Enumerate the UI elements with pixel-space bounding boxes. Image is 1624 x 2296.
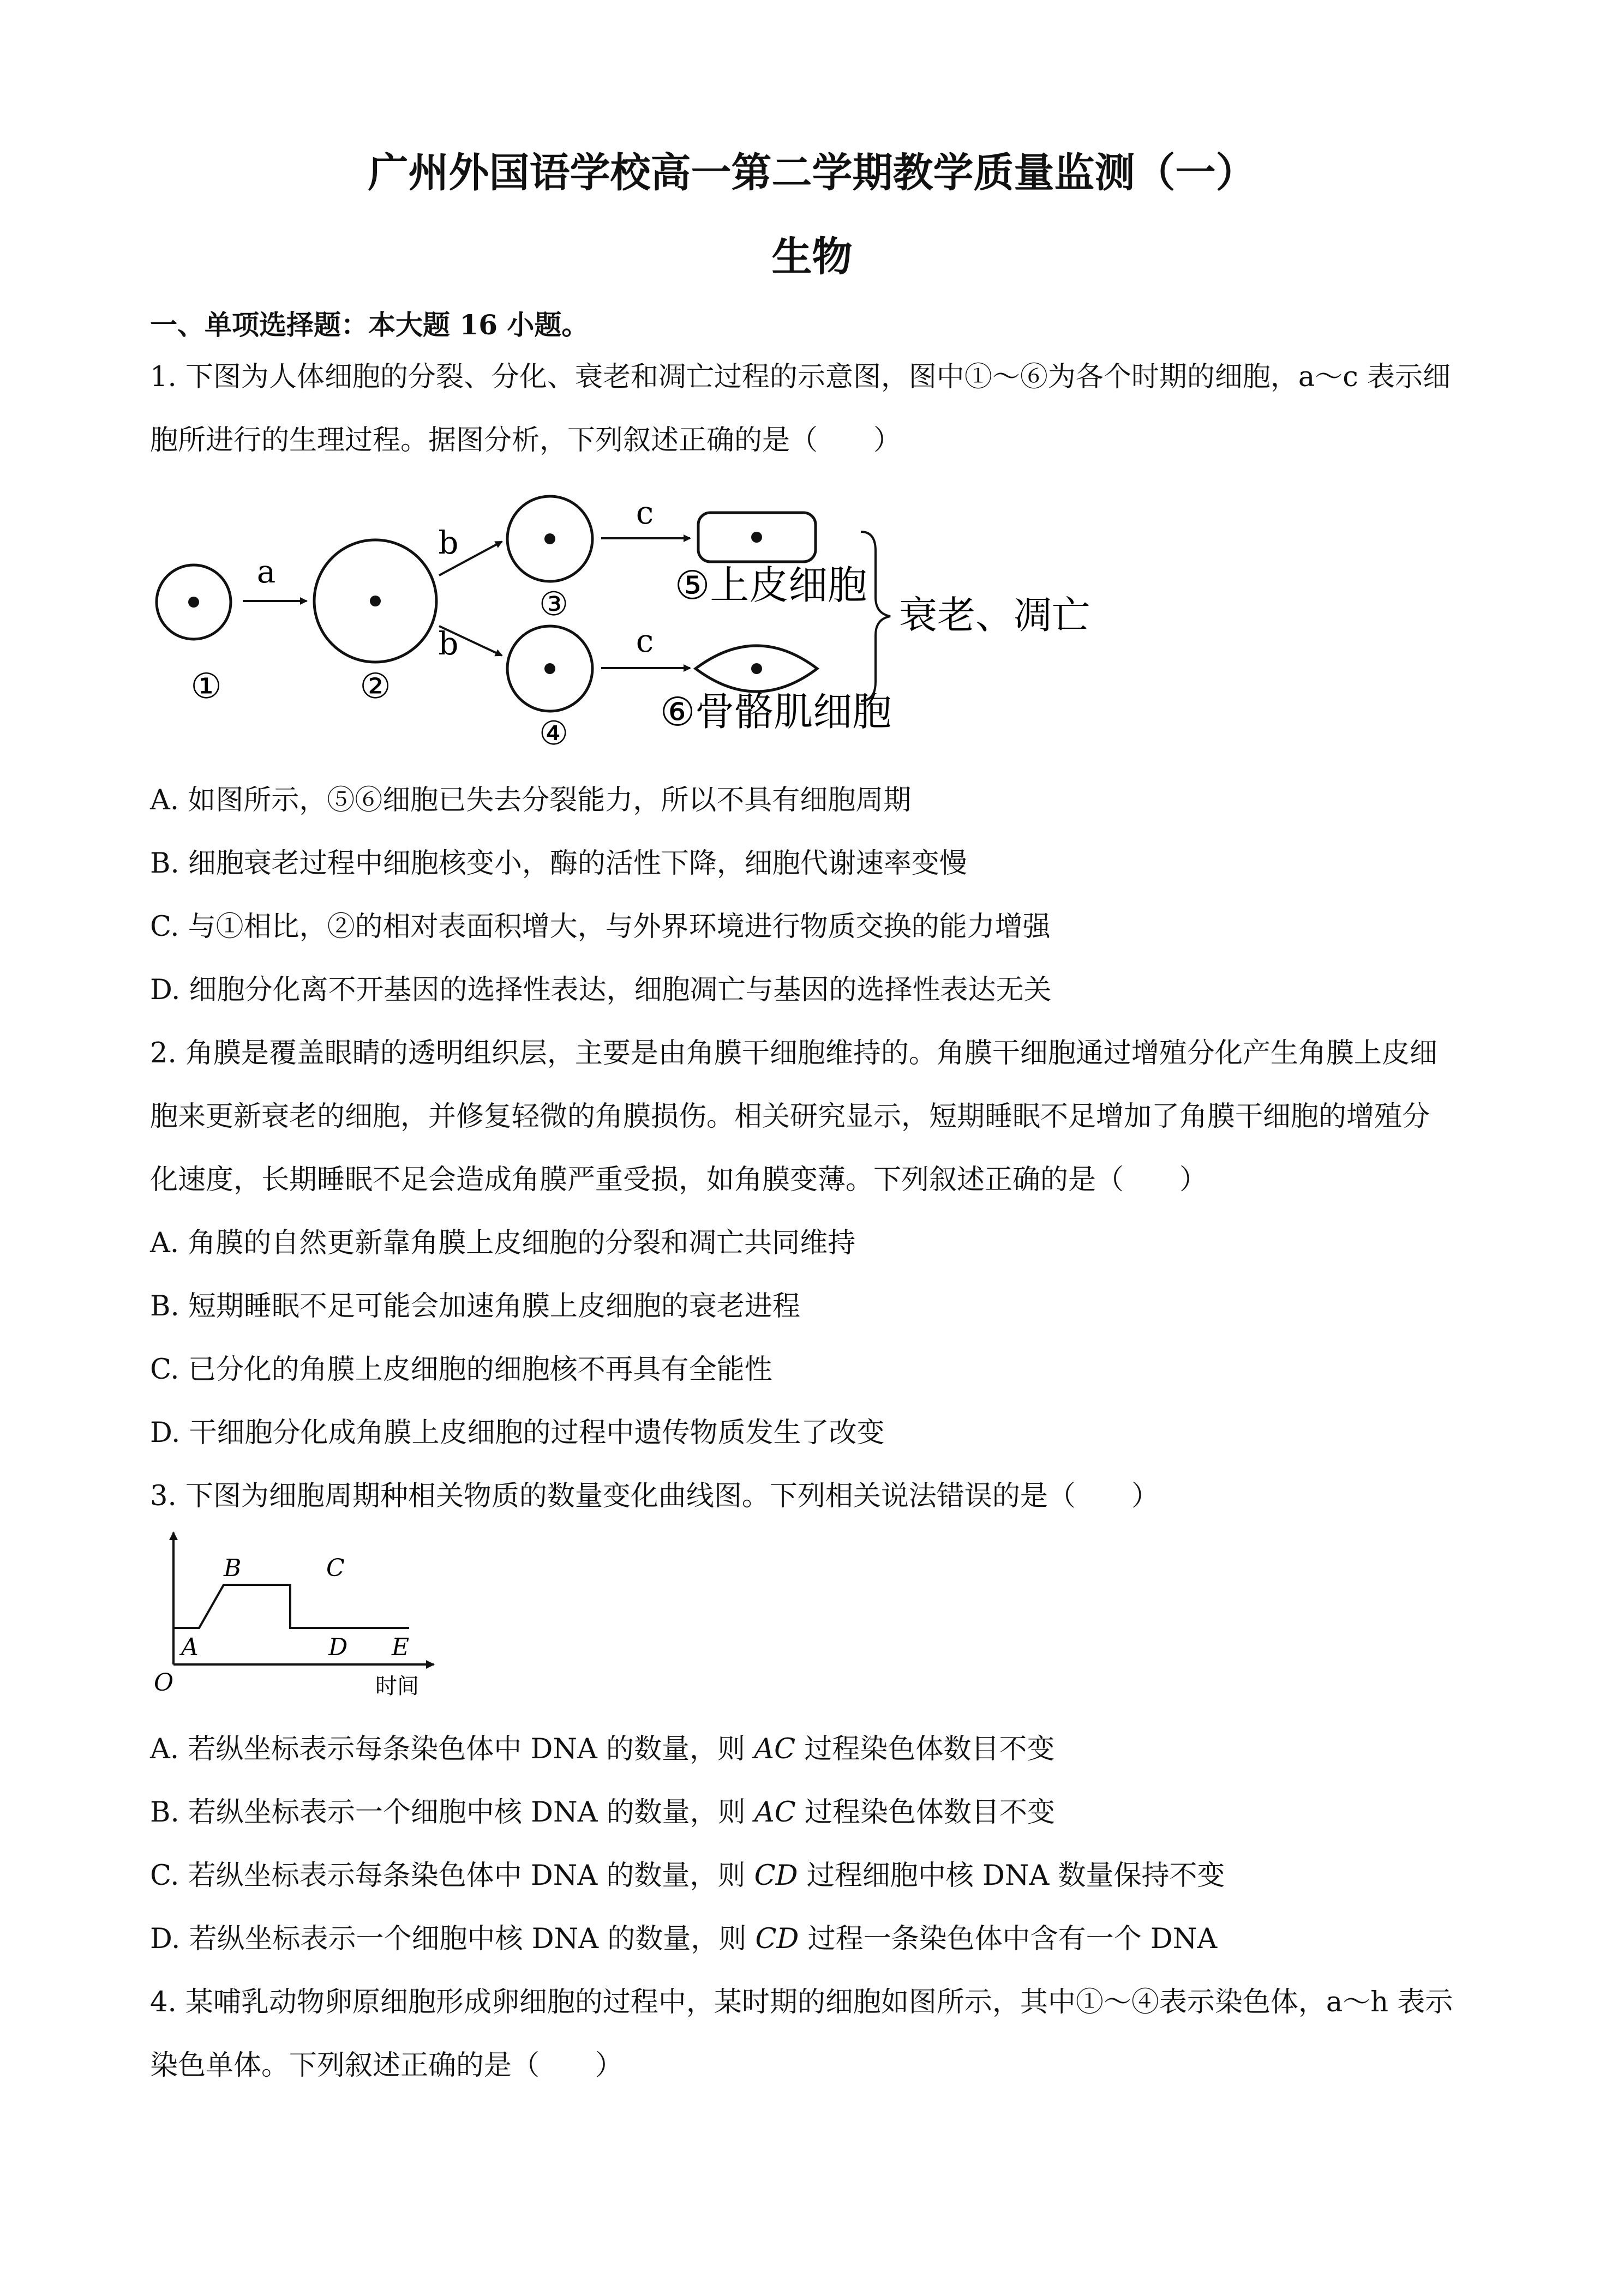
q2-stem-line2: 胞来更新衰老的细胞，并修复轻微的角膜损伤。相关研究显示，短期睡眠不足增加了角膜干细胞的增殖分 xyxy=(150,1101,1430,1133)
label-2: ② xyxy=(359,666,391,707)
label-4: ④ xyxy=(539,714,568,753)
cell-4 xyxy=(507,626,592,711)
q2-option-c[interactable]: C. 已分化的角膜上皮细胞的细胞核不再具有全能性 xyxy=(150,1354,772,1386)
label-a: a xyxy=(256,553,276,590)
q3-option-d[interactable]: D. 若纵坐标表示一个细胞中核 DNA 的数量，则 CD 过程一条染色体中含有一个 DNA xyxy=(150,1923,1218,1955)
pt-B: B xyxy=(224,1554,242,1582)
q3-graph xyxy=(147,1522,453,1712)
q2-option-b[interactable]: B. 短期睡眠不足可能会加速角膜上皮细胞的衰老进程 xyxy=(150,1290,800,1323)
label-epithelial: ⑤上皮细胞 xyxy=(674,562,867,608)
cell-3 xyxy=(507,496,592,581)
q3-stem: 3. 下图为细胞周期种相关物质的数量变化曲线图。下列相关说法错误的是（ ） xyxy=(150,1480,1159,1512)
label-c-upper: c xyxy=(636,494,654,531)
q3-option-c[interactable]: C. 若纵坐标表示每条染色体中 DNA 的数量，则 CD 过程细胞中核 DNA 数量保持不变 xyxy=(150,1860,1225,1892)
brace xyxy=(861,532,890,701)
q3-option-a[interactable]: A. 若纵坐标表示每条染色体中 DNA 的数量，则 AC 过程染色体数目不变 xyxy=(150,1733,1055,1765)
label-muscle: ⑥骨骼肌细胞 xyxy=(660,689,892,735)
cell-6-muscle xyxy=(696,646,817,692)
q2-option-a[interactable]: A. 角膜的自然更新靠角膜上皮细胞的分裂和凋亡共同维持 xyxy=(150,1227,856,1259)
pt-C: C xyxy=(326,1554,345,1582)
q1-cell-diagram xyxy=(147,480,1129,753)
q1-stem-line1: 1. 下图为人体细胞的分裂、分化、衰老和凋亡过程的示意图，图中①～⑥为各个时期的细胞，a～c 表示细 xyxy=(150,361,1451,393)
q2-stem-line1: 2. 角膜是覆盖眼睛的透明组织层，主要是由角膜干细胞维持的。角膜干细胞通过增殖分化产生角膜上皮细 xyxy=(150,1037,1437,1069)
cell-5-epithelial xyxy=(698,513,816,562)
section-heading: 一、单项选择题：本大题 16 小题。 xyxy=(150,309,589,341)
label-3: ③ xyxy=(539,585,568,623)
label-c-lower: c xyxy=(636,622,654,659)
q1-option-d[interactable]: D. 细胞分化离不开基因的选择性表达，细胞凋亡与基因的选择性表达无关 xyxy=(150,974,1052,1006)
pt-O: O xyxy=(154,1669,174,1697)
q1-stem-line2: 胞所进行的生理过程。据图分析，下列叙述正确的是（ ） xyxy=(150,424,902,456)
q4-stem-line1: 4. 某哺乳动物卵原细胞形成卵细胞的过程中，某时期的细胞如图所示，其中①～④表示染色体，a～h 表示 xyxy=(150,1986,1453,2018)
label-b-lower: b xyxy=(438,625,459,662)
cell-1 xyxy=(157,565,231,639)
label-1: ① xyxy=(190,666,222,707)
q1-option-b[interactable]: B. 细胞衰老过程中细胞核变小，酶的活性下降，细胞代谢速率变慢 xyxy=(150,848,967,880)
label-b-upper: b xyxy=(438,524,459,561)
exam-title: 广州外国语学校高一第二学期教学质量监测（一） xyxy=(368,149,1256,196)
curve xyxy=(173,1585,409,1628)
x-label: 时间 xyxy=(375,1674,419,1699)
q2-stem-line3: 化速度，长期睡眠不足会造成角膜严重受损，如角膜变薄。下列叙述正确的是（ ） xyxy=(150,1164,1208,1196)
q2-option-d[interactable]: D. 干细胞分化成角膜上皮细胞的过程中遗传物质发生了改变 xyxy=(150,1417,885,1449)
q3-option-b[interactable]: B. 若纵坐标表示一个细胞中核 DNA 的数量，则 AC 过程染色体数目不变 xyxy=(150,1796,1055,1829)
pt-D: D xyxy=(328,1633,348,1661)
q1-option-a[interactable]: A. 如图所示，⑤⑥细胞已失去分裂能力，所以不具有细胞周期 xyxy=(150,784,912,816)
q1-option-c[interactable]: C. 与①相比，②的相对表面积增大，与外界环境进行物质交换的能力增强 xyxy=(150,911,1051,943)
pt-A: A xyxy=(181,1633,199,1661)
q4-stem-line2: 染色单体。下列叙述正确的是（ ） xyxy=(150,2049,624,2082)
pt-E: E xyxy=(392,1633,410,1661)
label-fate: 衰老、凋亡 xyxy=(899,593,1090,638)
subject-title: 生物 xyxy=(771,233,853,280)
cell-2 xyxy=(314,540,436,662)
